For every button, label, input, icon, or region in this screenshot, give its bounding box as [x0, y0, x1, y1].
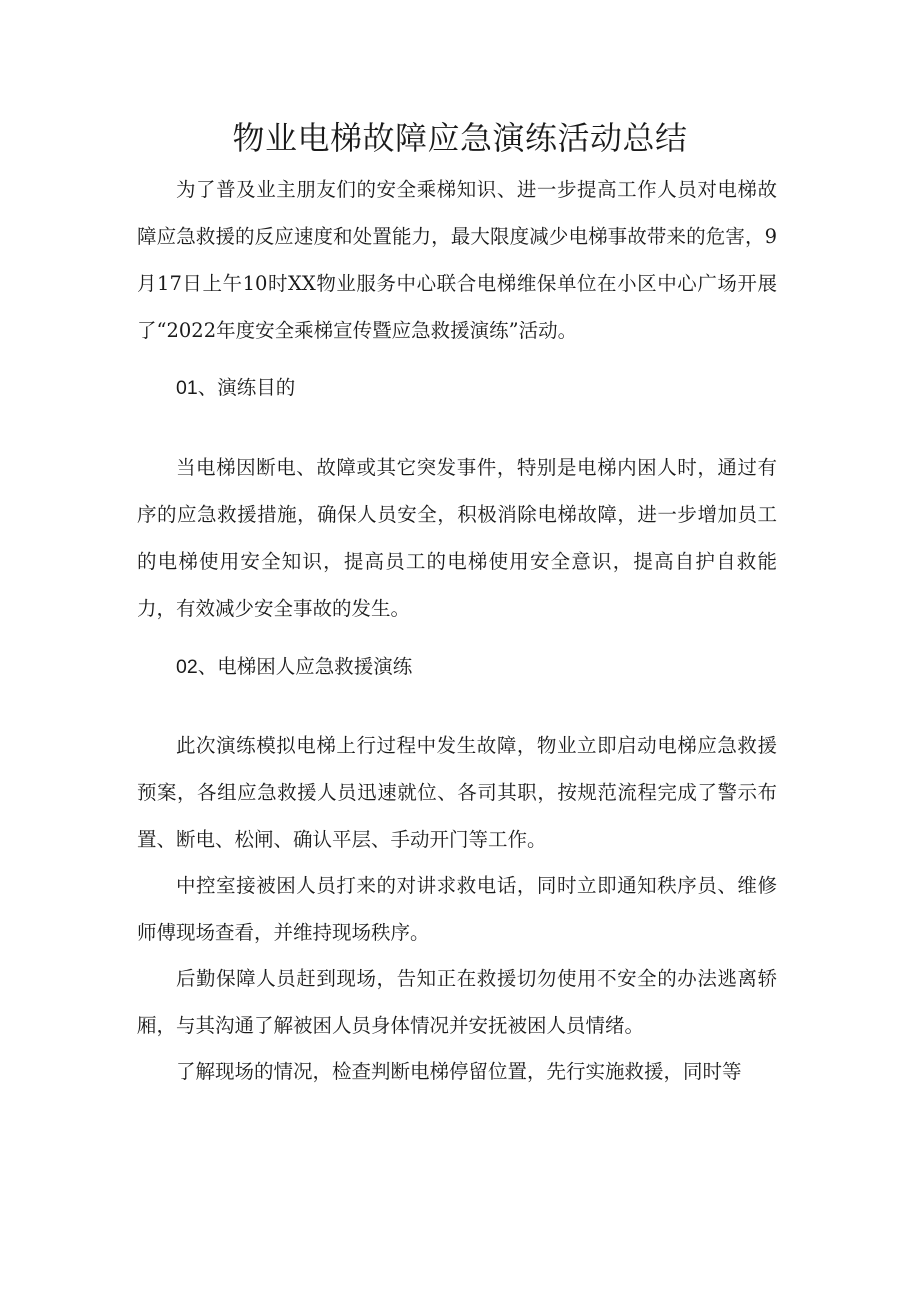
drill-paragraph-2: 中控室接被困人员打来的对讲求救电话，同时立即通知秩序员、维修师傅现场查看，并维持现场秩序。 [137, 874, 777, 944]
drill-paragraph-4: 了解现场的情况，检查判断电梯停留位置，先行实施救援，同时等 [176, 1060, 742, 1083]
document-title: 物业电梯故障应急演练活动总结 [232, 119, 688, 157]
drill-paragraph-1: 此次演练模拟电梯上行过程中发生故障，物业立即启动电梯应急救援预案，各组应急救援人员迅速就位、各司其职，按规范流程完成了警示布置、断电、松闸、确认平层、手动开门等工作。 [137, 734, 777, 851]
drill-paragraph-3: 后勤保障人员赶到现场，告知正在救援切勿使用不安全的办法逃离轿厢，与其沟通了解被困人员身体情况并安抚被困人员情绪。 [137, 967, 777, 1037]
purpose-paragraph: 当电梯因断电、故障或其它突发事件，特别是电梯内困人时，通过有序的应急救援措施，确保人员安全，积极消除电梯故障，进一步增加员工的电梯使用安全知识，提高员工的电梯使用安全意识，提高自护自救能力，有效减少安全事故的发生。 [137, 456, 777, 620]
section-heading-purpose: 01、演练目的 [176, 377, 296, 399]
intro-paragraph: 为了普及业主朋友们的安全乘梯知识、进一步提高工作人员对电梯故障应急救援的反应速度和处置能力，最大限度减少电梯事故带来的危害，9月17日上午10时XX物业服务中心联合电梯维保单位在小区中心广场开展了“2022年度安全乘梯宣传暨应急救援演练”活动。 [137, 178, 777, 342]
section-heading-drill: 02、电梯困人应急救援演练 [176, 656, 413, 678]
